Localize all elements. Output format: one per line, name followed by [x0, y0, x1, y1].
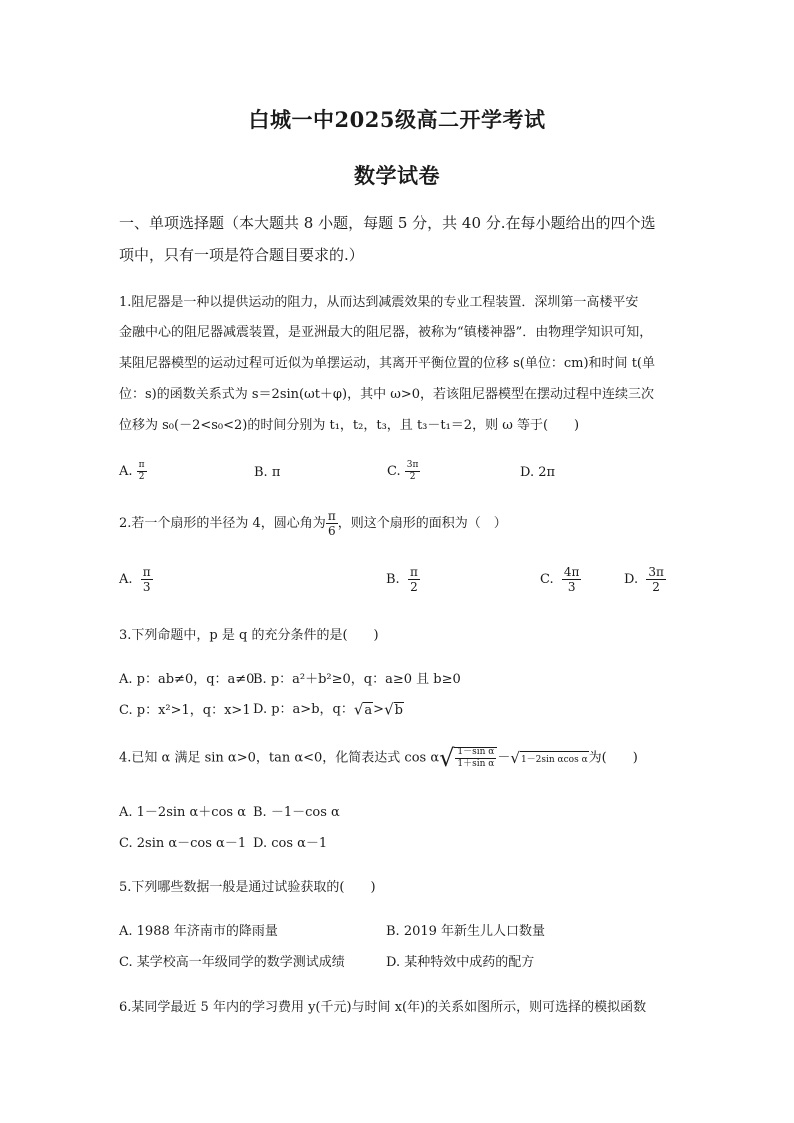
q2-fraction	[326, 510, 338, 537]
q4-prefix: 4.已知 α 满足 sin α>0，tan α<0，化简表达式 cos α	[119, 750, 440, 766]
fraction-numerator: π	[138, 460, 145, 470]
q3-stem: 3.下列命题中，p 是 q 的充分条件的是( )	[119, 628, 379, 643]
sqrt-sign: √	[439, 744, 455, 772]
fraction-denominator: 1＋sin α	[457, 759, 495, 769]
fraction-numerator: π	[409, 565, 418, 579]
q1-option-d	[520, 465, 555, 480]
q1-line4: 位：s)的函数关系式为 s＝2sin(ωt＋φ)，其中 ω>0，若该阻尼器模型在摆动过程中连续三次	[119, 387, 654, 402]
fraction-denominator: 6	[327, 524, 336, 538]
q3-option-c: C. p：x²>1，q：x>1	[119, 703, 251, 718]
q1-option-c	[387, 461, 420, 482]
q3-option-d	[253, 698, 404, 719]
option-fraction	[646, 566, 666, 593]
q2-prefix: 2.若一个扇形的半径为 4，圆心角为	[119, 516, 326, 531]
fraction-denominator: 2	[138, 472, 145, 482]
option-label: A.	[119, 464, 133, 479]
q3-option-b: B. p：a²＋b²≥0，q：a≥0 且 b≥0	[253, 672, 461, 687]
q1-line3: 某阻尼器模型的运动过程可近似为单摆运动，其离开平衡位置的位移 s(单位：cm)和时间 t(单	[119, 356, 655, 371]
fraction-denominator: 2	[652, 580, 660, 594]
q4-option-d: D. cos α－1	[253, 836, 328, 851]
option-value: 2π	[538, 465, 556, 480]
section-heading-line2: 项中，只有一项是符合题目要求的.）	[119, 246, 364, 264]
q2-option-a	[119, 566, 153, 593]
option-label: A.	[119, 572, 133, 587]
option-fraction	[405, 461, 421, 482]
q4-radicand-2: 1－2sin αcos α	[520, 751, 589, 765]
option-label: C.	[387, 464, 401, 479]
fraction-denominator: 3	[567, 580, 576, 594]
q4-radicand	[454, 747, 497, 769]
fraction-numerator: 3π	[648, 565, 664, 579]
option-fraction	[408, 566, 420, 593]
greater-than-sign: >	[373, 702, 385, 717]
sqrt-sign: √	[384, 700, 394, 719]
option-fraction	[137, 461, 147, 482]
option-fraction	[562, 566, 582, 593]
q2-suffix: ，则这个扇形的面积为（ ）	[337, 516, 507, 531]
q2-option-c	[540, 566, 581, 593]
option-value: π	[271, 465, 281, 480]
q5-option-c: C. 某学校高一年级同学的数学测试成绩	[119, 955, 345, 970]
option-fraction	[141, 566, 153, 593]
q1-option-b	[254, 465, 280, 480]
q4-option-a: A. 1－2sin α＋cos α	[119, 805, 246, 820]
fraction-numerator: 4π	[563, 565, 580, 579]
page-subtitle: 数学试卷	[354, 163, 440, 188]
q5-option-d: D. 某种特效中成药的配方	[386, 955, 535, 970]
q3-option-a: A. p：ab≠0，q：a≠0	[119, 672, 255, 687]
fraction-denominator: 2	[409, 472, 416, 482]
fraction-numerator: 3π	[406, 460, 419, 470]
q1-line5: 位移为 s₀(－2<s₀<2)的时间分别为 t₁，t₂，t₃，且 t₃－t₁＝2，则 ω 等于( )	[119, 418, 580, 433]
q4-fraction	[455, 748, 496, 769]
section-heading-line1: 一、单项选择题（本大题共 8 小题，每题 5 分，共 40 分.在每小题给出的四个选	[119, 214, 656, 232]
fraction-numerator: π	[142, 565, 151, 579]
fraction-denominator: 3	[142, 580, 151, 594]
q1-line1: 1.阻尼器是一种以提供运动的阻力，从而达到减震效果的专业工程装置．深圳第一高楼平安	[119, 295, 639, 310]
minus-sign: －	[497, 750, 511, 766]
q6-stem: 6.某同学最近 5 年内的学习费用 y(千元)与时间 x(年)的关系如图所示，则可选择的模拟函数	[119, 1000, 647, 1015]
radicand-b: b	[394, 702, 403, 718]
q1-option-a	[119, 461, 147, 482]
radicand-a: a	[364, 702, 373, 718]
option-text: D. p：a>b，q：	[253, 702, 354, 717]
q4-stem	[119, 744, 638, 772]
option-label: D.	[624, 572, 639, 587]
fraction-numerator: π	[327, 509, 336, 523]
q5-stem: 5.下列哪些数据一般是通过试验获取的( )	[119, 880, 376, 895]
sqrt-sign: √	[510, 749, 520, 767]
q2-stem	[119, 510, 507, 537]
q5-option-a: A. 1988 年济南市的降雨量	[119, 924, 278, 939]
fraction-denominator: 2	[410, 580, 418, 594]
q4-option-c: C. 2sin α－cos α－1	[119, 836, 247, 851]
q4-suffix: 为( )	[588, 750, 638, 766]
q2-option-d	[624, 566, 666, 593]
q5-option-b: B. 2019 年新生儿人口数量	[386, 924, 546, 939]
q2-option-b	[386, 566, 420, 593]
q4-option-b: B. －1－cos α	[253, 805, 340, 820]
option-label: C.	[540, 572, 554, 587]
fraction-numerator: 1－sin α	[457, 747, 495, 757]
sqrt-sign: √	[353, 700, 364, 719]
option-label: D.	[520, 465, 535, 480]
option-label: B.	[254, 465, 268, 480]
page-title: 白城一中2025级高二开学考试	[248, 107, 546, 132]
option-label: B.	[386, 572, 400, 587]
q1-line2: 金融中心的阻尼器减震装置，是亚洲最大的阻尼器，被称为“镇楼神器”．由物理学知识可知，	[119, 325, 653, 340]
